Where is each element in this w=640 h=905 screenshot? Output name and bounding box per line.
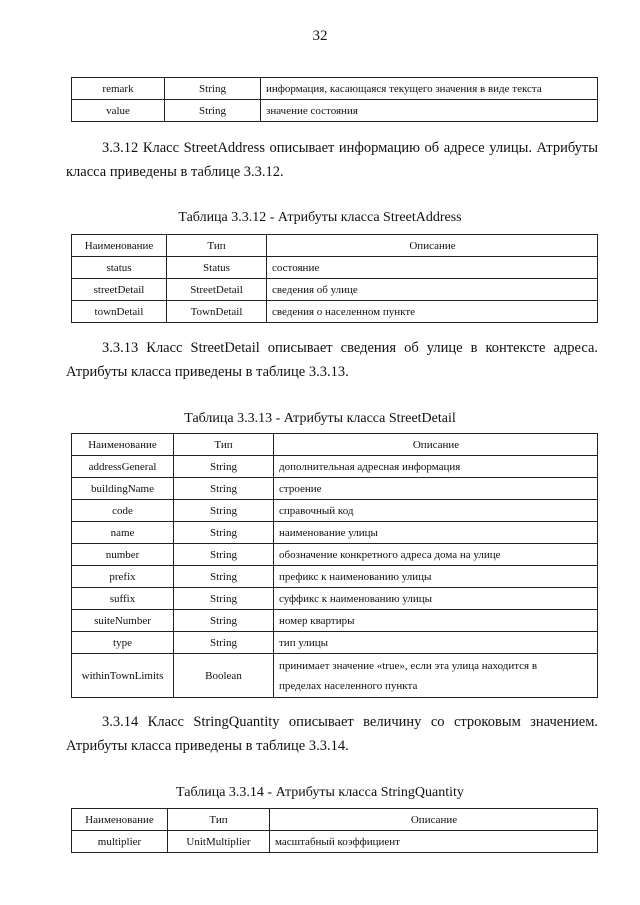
table-header-row [72,235,598,257]
paragraph-3-3-14: 3.3.14 Класс StringQuantity описывает величину со строковым значением. Атрибуты класса приведены в таблице 3.3.14. [66,714,598,754]
cell-desc: номер квартиры [274,610,598,632]
cell-desc: сведения о населенном пункте [267,301,598,323]
table-3-3-13 [71,433,598,698]
cell-name: addressGeneral [72,456,174,478]
cell-type: StreetDetail [167,279,267,301]
table-row [72,456,598,478]
cell-name: value [72,100,165,122]
cell-desc: суффикс к наименованию улицы [274,588,598,610]
table-caption-3-3-14: Таблица 3.3.14 - Атрибуты класса StringQuantity [176,785,464,800]
cell-desc: обозначение конкретного адреса дома на улице [274,544,598,566]
cell-name: multiplier [72,831,168,853]
header-name: Наименование [72,434,174,456]
table-caption-3-3-12: Таблица 3.3.12 - Атрибуты класса StreetAddress [178,210,462,225]
table-row [72,588,598,610]
cell-desc: наименование улицы [274,522,598,544]
table-caption-3-3-13: Таблица 3.3.13 - Атрибуты класса StreetDetail [184,411,456,426]
table-row [72,610,598,632]
cell-desc: справочный код [274,500,598,522]
cell-desc: значение состояния [261,100,598,122]
table-row [72,831,598,853]
table-row [72,301,598,323]
cell-name: withinTownLimits [72,654,174,698]
header-name: Наименование [72,235,167,257]
table-header-row [72,809,598,831]
table-row [72,566,598,588]
cell-name: remark [72,78,165,100]
cell-name: number [72,544,174,566]
paragraph-3-3-12: 3.3.12 Класс StreetAddress описывает информацию об адресе улицы. Атрибуты класса приведены в таблице 3.3.12. [66,140,598,180]
table-row [72,78,598,100]
cell-type: Status [167,257,267,279]
cell-type: String [165,100,261,122]
cell-type: String [174,632,274,654]
cell-desc: дополнительная адресная информация [274,456,598,478]
cell-name: suffix [72,588,174,610]
cell-type: String [174,610,274,632]
header-type: Тип [168,809,270,831]
cell-name: suiteNumber [72,610,174,632]
table-row [72,100,598,122]
cell-desc: префикс к наименованию улицы [274,566,598,588]
table-header-row [72,434,598,456]
cell-type: String [174,456,274,478]
table-row [72,632,598,654]
cell-desc: масштабный коэффициент [270,831,598,853]
cell-desc-line-1: принимает значение «true», если эта улица находится в [279,659,538,672]
header-type: Тип [167,235,267,257]
cell-desc: сведения об улице [267,279,598,301]
cell-name: streetDetail [72,279,167,301]
page-number: 32 [312,28,328,44]
table-row [72,522,598,544]
cell-desc: тип улицы [274,632,598,654]
cell-name: buildingName [72,478,174,500]
header-desc: Описание [267,235,598,257]
table-row [72,478,598,500]
cell-desc: информация, касающаяся текущего значения в виде текста [261,78,598,100]
cell-name: code [72,500,174,522]
table-row [72,279,598,301]
cell-type: String [174,522,274,544]
table-3-3-12 [71,234,598,323]
table-row [72,544,598,566]
header-type: Тип [174,434,274,456]
cell-desc-line-2: пределах населенного пункта [279,679,418,692]
cell-type: String [174,500,274,522]
cell-type: String [174,544,274,566]
cell-desc: строение [274,478,598,500]
cell-type: String [165,78,261,100]
cell-name: status [72,257,167,279]
table-continuation [71,77,598,122]
cell-type: UnitMultiplier [168,831,270,853]
paragraph-3-3-13: 3.3.13 Класс StreetDetail описывает сведения об улице в контексте адреса. Атрибуты класса приведены в таблице 3.3.13. [66,340,598,380]
cell-type: String [174,566,274,588]
table-3-3-14 [71,808,598,853]
table-row [72,654,598,698]
cell-name: townDetail [72,301,167,323]
header-name: Наименование [72,809,168,831]
cell-desc: состояние [267,257,598,279]
cell-type: String [174,588,274,610]
cell-type: String [174,478,274,500]
header-desc: Описание [274,434,598,456]
cell-type: Boolean [174,654,274,698]
cell-name: type [72,632,174,654]
cell-name: name [72,522,174,544]
table-row [72,257,598,279]
cell-desc [274,654,598,698]
table-row [72,500,598,522]
cell-name: prefix [72,566,174,588]
header-desc: Описание [270,809,598,831]
cell-type: TownDetail [167,301,267,323]
